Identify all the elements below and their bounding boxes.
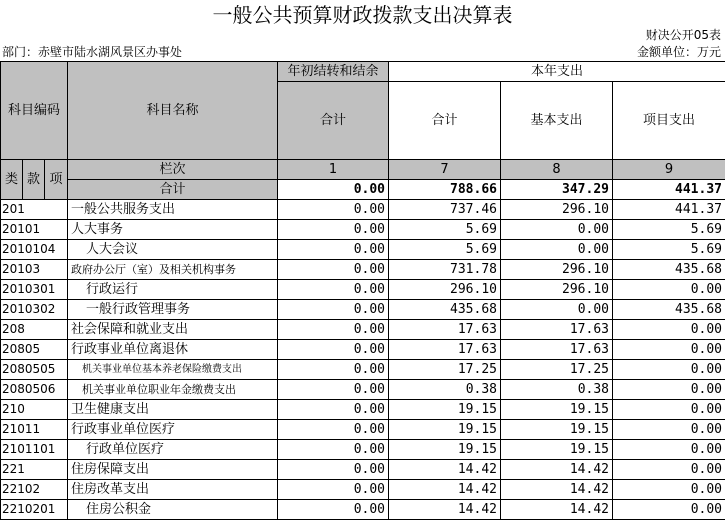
row-total: 296.10: [389, 280, 501, 300]
sum-project: 441.37: [613, 180, 725, 200]
row-carryover: 0.00: [278, 200, 389, 220]
table-row: [1, 300, 725, 320]
row-basic: 19.15: [501, 420, 613, 440]
row-project: 0.00: [613, 400, 725, 420]
row-basic: 296.10: [501, 200, 613, 220]
sum-label: 合计: [68, 180, 278, 200]
row-basic: 0.00: [501, 240, 613, 260]
row-total: 17.63: [389, 320, 501, 340]
row-code: 2010302: [1, 300, 68, 320]
row-basic: 0.38: [501, 380, 613, 400]
row-name: 行政事业单位医疗: [68, 420, 278, 440]
row-total: 17.63: [389, 340, 501, 360]
table-row: [1, 220, 725, 240]
table-row: [1, 460, 725, 480]
row-code: 2080506: [1, 380, 68, 400]
header-carryover: 年初结转和结余: [278, 62, 389, 82]
table-row: [1, 260, 725, 280]
row-basic: 19.15: [501, 440, 613, 460]
row-total: 17.25: [389, 360, 501, 380]
row-carryover: 0.00: [278, 360, 389, 380]
row-basic: 17.63: [501, 320, 613, 340]
row-project: 5.69: [613, 220, 725, 240]
table-row: [1, 480, 725, 500]
row-total: 5.69: [389, 220, 501, 240]
table-row: [1, 280, 725, 300]
row-total: 0.38: [389, 380, 501, 400]
row-code: 2010301: [1, 280, 68, 300]
row-name: 住房公积金: [68, 500, 278, 520]
row-total: 14.42: [389, 480, 501, 500]
row-basic: 17.25: [501, 360, 613, 380]
row-basic: 0.00: [501, 300, 613, 320]
col-index-8: 8: [501, 160, 613, 180]
row-project: 0.00: [613, 380, 725, 400]
row-project: 435.68: [613, 260, 725, 280]
row-name: 行政运行: [68, 280, 278, 300]
col-index-7: 7: [389, 160, 501, 180]
row-basic: 19.15: [501, 400, 613, 420]
row-code: 22102: [1, 480, 68, 500]
header-carryover-total: 合计: [278, 82, 389, 160]
row-carryover: 0.00: [278, 300, 389, 320]
sum-basic: 347.29: [501, 180, 613, 200]
header-subject-name: 科目名称: [68, 62, 278, 160]
header-total: 合计: [389, 82, 501, 160]
row-carryover: 0.00: [278, 400, 389, 420]
row-carryover: 0.00: [278, 260, 389, 280]
row-name: 机关事业单位职业年金缴费支出: [68, 380, 278, 400]
table-row: [1, 380, 725, 400]
row-basic: 14.42: [501, 460, 613, 480]
row-basic: 14.42: [501, 480, 613, 500]
table-row: [1, 200, 725, 220]
row-total: 737.46: [389, 200, 501, 220]
table-row: [1, 400, 725, 420]
row-carryover: 0.00: [278, 220, 389, 240]
row-carryover: 0.00: [278, 440, 389, 460]
header-basic: 基本支出: [501, 82, 613, 160]
row-carryover: 0.00: [278, 460, 389, 480]
row-total: 5.69: [389, 240, 501, 260]
sum-carryover: 0.00: [278, 180, 389, 200]
row-carryover: 0.00: [278, 340, 389, 360]
row-name: 人大事务: [68, 220, 278, 240]
row-carryover: 0.00: [278, 280, 389, 300]
row-code: 21011: [1, 420, 68, 440]
header-lanci: 栏次: [68, 160, 278, 180]
row-basic: 296.10: [501, 280, 613, 300]
row-name: 人大会议: [68, 240, 278, 260]
row-total: 14.42: [389, 500, 501, 520]
table-row: [1, 440, 725, 460]
row-project: 0.00: [613, 440, 725, 460]
row-total: 19.15: [389, 420, 501, 440]
row-total: 435.68: [389, 300, 501, 320]
row-code: 210: [1, 400, 68, 420]
row-total: 19.15: [389, 440, 501, 460]
row-code: 2210201: [1, 500, 68, 520]
row-project: 0.00: [613, 420, 725, 440]
row-total: 19.15: [389, 400, 501, 420]
row-project: 441.37: [613, 200, 725, 220]
col-index-9: 9: [613, 160, 725, 180]
header-subject-code: 科目编码: [1, 62, 68, 160]
table-row: [1, 340, 725, 360]
row-project: 0.00: [613, 360, 725, 380]
department-label: 部门：赤壁市陆水湖风景区办事处: [2, 45, 183, 59]
report-title: 一般公共预算财政拨款支出决算表: [212, 3, 513, 27]
row-project: 0.00: [613, 500, 725, 520]
table-row: [1, 320, 725, 340]
row-project: 0.00: [613, 280, 725, 300]
row-project: 0.00: [613, 480, 725, 500]
row-code: 2101101: [1, 440, 68, 460]
row-code: 20103: [1, 260, 68, 280]
header-project: 项目支出: [613, 82, 725, 160]
header-lei: 类: [1, 160, 23, 200]
row-name: 行政事业单位离退休: [68, 340, 278, 360]
row-project: 0.00: [613, 340, 725, 360]
row-project: 5.69: [613, 240, 725, 260]
row-basic: 14.42: [501, 500, 613, 520]
row-carryover: 0.00: [278, 320, 389, 340]
row-name: 卫生健康支出: [68, 400, 278, 420]
row-total: 731.78: [389, 260, 501, 280]
row-name: 一般公共服务支出: [68, 200, 278, 220]
row-carryover: 0.00: [278, 480, 389, 500]
row-basic: 296.10: [501, 260, 613, 280]
table-row: [1, 500, 725, 520]
table-row: [1, 420, 725, 440]
row-carryover: 0.00: [278, 500, 389, 520]
row-code: 2080505: [1, 360, 68, 380]
col-index-1: 1: [278, 160, 389, 180]
row-basic: 17.63: [501, 340, 613, 360]
row-carryover: 0.00: [278, 420, 389, 440]
row-name: 政府办公厅（室）及相关机构事务: [68, 260, 278, 280]
row-project: 0.00: [613, 320, 725, 340]
row-carryover: 0.00: [278, 240, 389, 260]
row-code: 208: [1, 320, 68, 340]
row-name: 住房改革支出: [68, 480, 278, 500]
row-total: 14.42: [389, 460, 501, 480]
header-xiang: 项: [45, 160, 68, 200]
form-code: 财决公开05表: [645, 28, 721, 42]
row-carryover: 0.00: [278, 380, 389, 400]
row-code: 20805: [1, 340, 68, 360]
unit-label: 金额单位：万元: [636, 45, 721, 59]
row-code: 2010104: [1, 240, 68, 260]
header-kuan: 款: [23, 160, 45, 200]
row-code: 221: [1, 460, 68, 480]
header-current-year: 本年支出: [389, 62, 725, 82]
row-name: 一般行政管理事务: [68, 300, 278, 320]
row-name: 住房保障支出: [68, 460, 278, 480]
row-project: 0.00: [613, 460, 725, 480]
table-row: [1, 360, 725, 380]
row-code: 201: [1, 200, 68, 220]
row-name: 社会保障和就业支出: [68, 320, 278, 340]
row-project: 435.68: [613, 300, 725, 320]
sum-total: 788.66: [389, 180, 501, 200]
row-basic: 0.00: [501, 220, 613, 240]
row-code: 20101: [1, 220, 68, 240]
row-name: 行政单位医疗: [68, 440, 278, 460]
row-name: 机关事业单位基本养老保险缴费支出: [68, 360, 278, 380]
table-row: [1, 240, 725, 260]
expenditure-table: [0, 61, 725, 520]
